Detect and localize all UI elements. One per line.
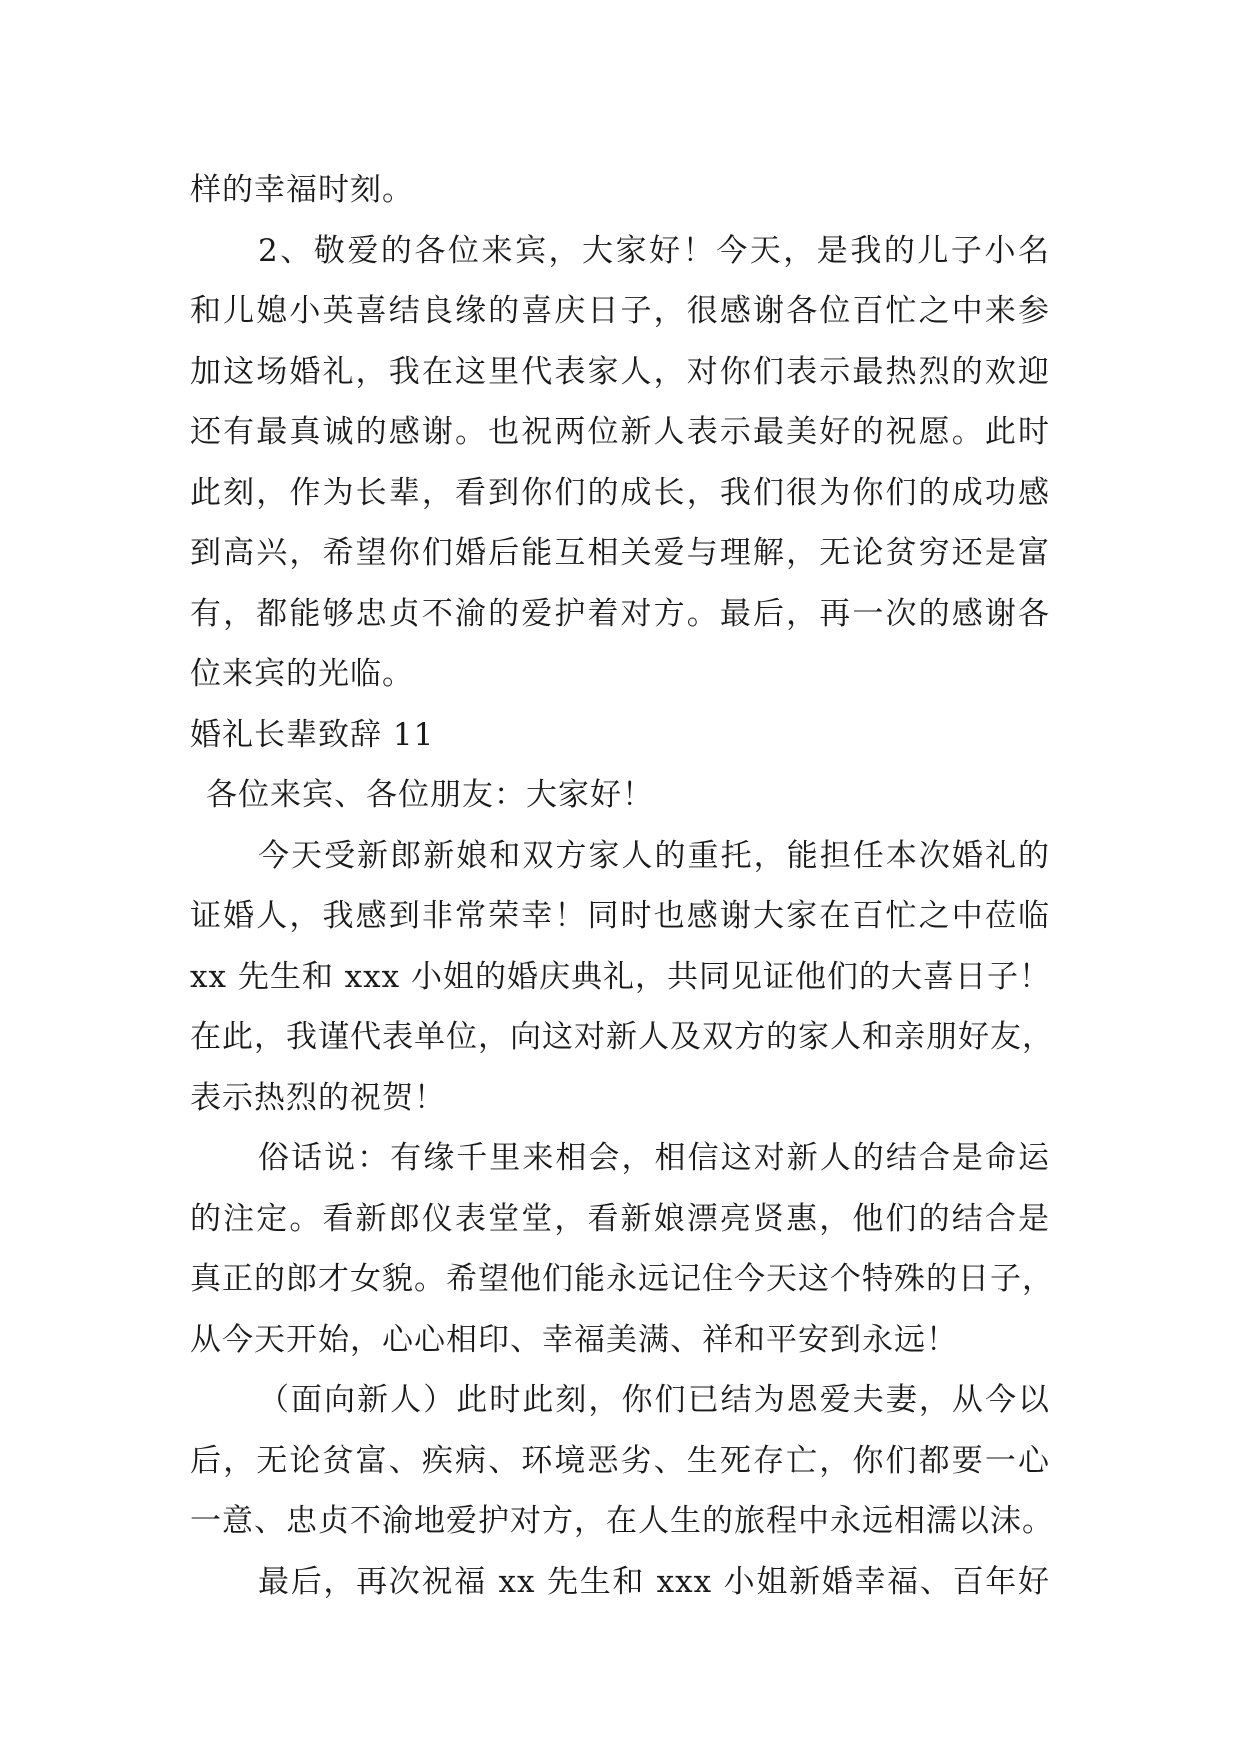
text-line: 此刻，作为长辈，看到你们的成长，我们很为你们的成功感 (190, 474, 1050, 511)
text-line: 的注定。看新郎仪表堂堂，看新娘漂亮贤惠，他们的结合是 (190, 1200, 1050, 1237)
text-line: 和儿媳小英喜结良缘的喜庆日子，很感谢各位百忙之中来参 (190, 293, 1050, 329)
document-body (190, 160, 1054, 1612)
text-line: 样的幸福时刻。 (190, 172, 414, 208)
text-line: 到高兴，希望你们婚后能互相关爱与理解，无论贫穷还是富 (190, 535, 1050, 571)
text-line: 表示热烈的祝贺！ (190, 1079, 446, 1116)
text-line: 后，无论贫富、疾病、环境恶劣、生死存亡，你们都要一心 (190, 1442, 1050, 1479)
text-line: xx 先生和 xxx 小姐的婚庆典礼，共同见证他们的大喜日子！ (190, 958, 1051, 995)
text-line: 还有最真诚的感谢。也祝两位新人表示最美好的祝愿。此时 (190, 414, 1050, 450)
text-line: 在此，我谨代表单位，向这对新人及双方的家人和亲朋好友， (190, 1019, 1054, 1055)
text-line: 一意、忠贞不渝地爱护对方，在人生的旅程中永远相濡以沫。 (190, 1503, 1054, 1539)
text-line: 2、敬爱的各位来宾，大家好！今天，是我的儿子小名 (258, 232, 1050, 269)
text-line: 加这场婚礼，我在这里代表家人，对你们表示最热烈的欢迎 (190, 353, 1050, 390)
text-line: 今天受新郎新娘和双方家人的重托，能担任本次婚礼的 (258, 837, 1050, 874)
text-line: 最后，再次祝福 xx 先生和 xxx 小姐新婚幸福、百年好 (258, 1563, 1050, 1600)
salutation: 各位来宾、各位朋友：大家好！ (206, 777, 654, 813)
section-heading: 婚礼长辈致辞 11 (190, 716, 435, 753)
text-line: 证婚人，我感到非常荣幸！同时也感谢大家在百忙之中莅临 (190, 898, 1050, 934)
text-line: 位来宾的光临。 (190, 656, 414, 692)
text-line: 俗话说：有缘千里来相会，相信这对新人的结合是命运 (258, 1140, 1050, 1176)
text-line: 从今天开始，心心相印、幸福美满、祥和平安到永远！ (190, 1321, 958, 1358)
text-line: 真正的郎才女貌。希望他们能永远记住今天这个特殊的日子， (190, 1261, 1054, 1297)
text-line: 有，都能够忠贞不渝的爱护着对方。最后，再一次的感谢各 (190, 595, 1050, 632)
text-line: （面向新人）此时此刻，你们已结为恩爱夫妻，从今以 (258, 1382, 1050, 1418)
